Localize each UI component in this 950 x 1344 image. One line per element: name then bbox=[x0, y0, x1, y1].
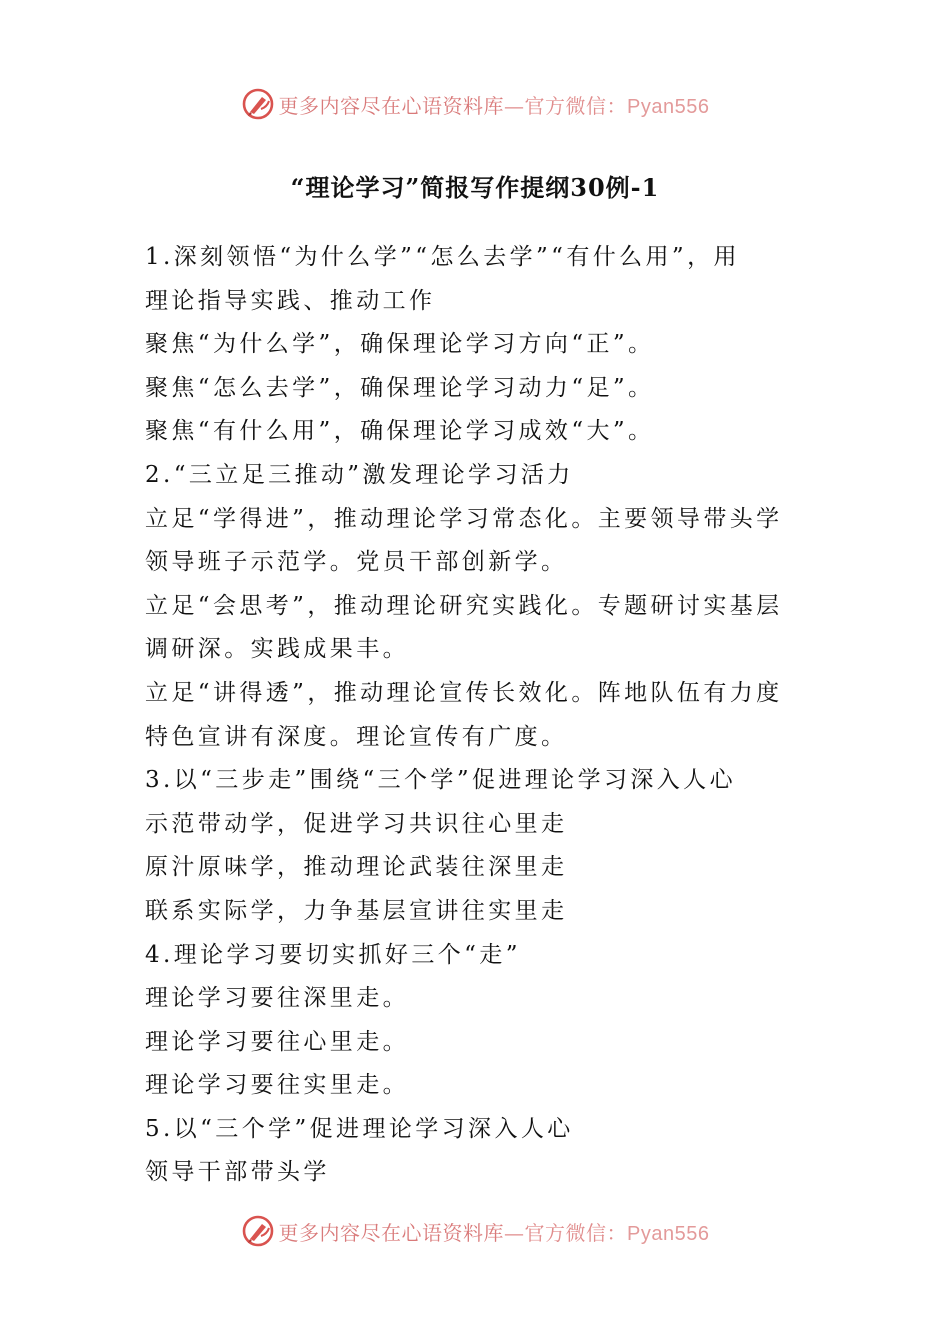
body-line: 2.“三立足三推动”激发理论学习活力 bbox=[145, 461, 574, 488]
footer-banner-text bbox=[279, 1217, 710, 1246]
header-separator: — bbox=[504, 93, 525, 118]
header-banner bbox=[0, 84, 950, 124]
document-title: “理论学习”简报写作提纲30例-1 bbox=[290, 173, 660, 202]
body-line: 原汁原味学，推动理论武装往深里走 bbox=[145, 854, 568, 881]
body-line: 立足“会思考”，推动理论研究实践化。专题研讨实基层 bbox=[145, 592, 783, 619]
body-line: 理论指导实践、推动工作 bbox=[145, 287, 436, 314]
body-line: 立足“学得进”，推动理论学习常态化。主要领导带头学 bbox=[145, 505, 783, 532]
body-line: 理论学习要往深里走。 bbox=[145, 985, 409, 1012]
body-line: 理论学习要往实里走。 bbox=[145, 1072, 409, 1099]
body-line: 示范带动学，促进学习共识往心里走 bbox=[145, 810, 568, 837]
body-line: 特色宣讲有深度。理论宣传有广度。 bbox=[145, 723, 568, 750]
footer-banner bbox=[0, 1211, 950, 1251]
body-line: 立足“讲得透”，推动理论宣传长效化。阵地队伍有力度 bbox=[145, 679, 783, 706]
pen-logo-icon bbox=[241, 87, 275, 121]
body-line: 领导干部带头学 bbox=[145, 1159, 330, 1186]
body-line: 理论学习要往心里走。 bbox=[145, 1028, 409, 1055]
body-line: 1.深刻领悟“为什么学”“怎么去学”“有什么用”，用 bbox=[145, 244, 740, 270]
body-line: 3.以“三步走”围绕“三个学”促进理论学习深入人心 bbox=[145, 767, 736, 794]
body-line: 领导班子示范学。党员干部创新学。 bbox=[145, 549, 568, 576]
footer-wechat-id: Pyan556 bbox=[627, 1222, 710, 1245]
footer-brand: 更多内容尽在心语资料库 bbox=[278, 1220, 505, 1245]
header-brand: 更多内容尽在心语资料库 bbox=[278, 93, 505, 118]
footer-official: 官方微信： bbox=[524, 1220, 628, 1245]
body-line: 聚焦“为什么学”，确保理论学习方向“正”。 bbox=[145, 331, 655, 358]
body-line: 聚焦“有什么用”，确保理论学习成效“大”。 bbox=[145, 418, 655, 445]
header-banner-text bbox=[279, 90, 710, 119]
body-line: 5.以“三个学”促进理论学习深入人心 bbox=[145, 1115, 574, 1142]
body-line: 联系实际学，力争基层宣讲往实里走 bbox=[145, 897, 568, 924]
pen-logo-icon bbox=[241, 1214, 275, 1248]
footer-separator: — bbox=[504, 1220, 525, 1245]
body-line: 4.理论学习要切实抓好三个“走” bbox=[145, 941, 521, 968]
header-official: 官方微信： bbox=[524, 93, 628, 118]
header-wechat-id: Pyan556 bbox=[627, 95, 710, 118]
body-line: 聚焦“怎么去学”，确保理论学习动力“足”。 bbox=[145, 374, 655, 401]
body-line: 调研深。实践成果丰。 bbox=[145, 636, 409, 663]
document-body bbox=[145, 236, 810, 1195]
